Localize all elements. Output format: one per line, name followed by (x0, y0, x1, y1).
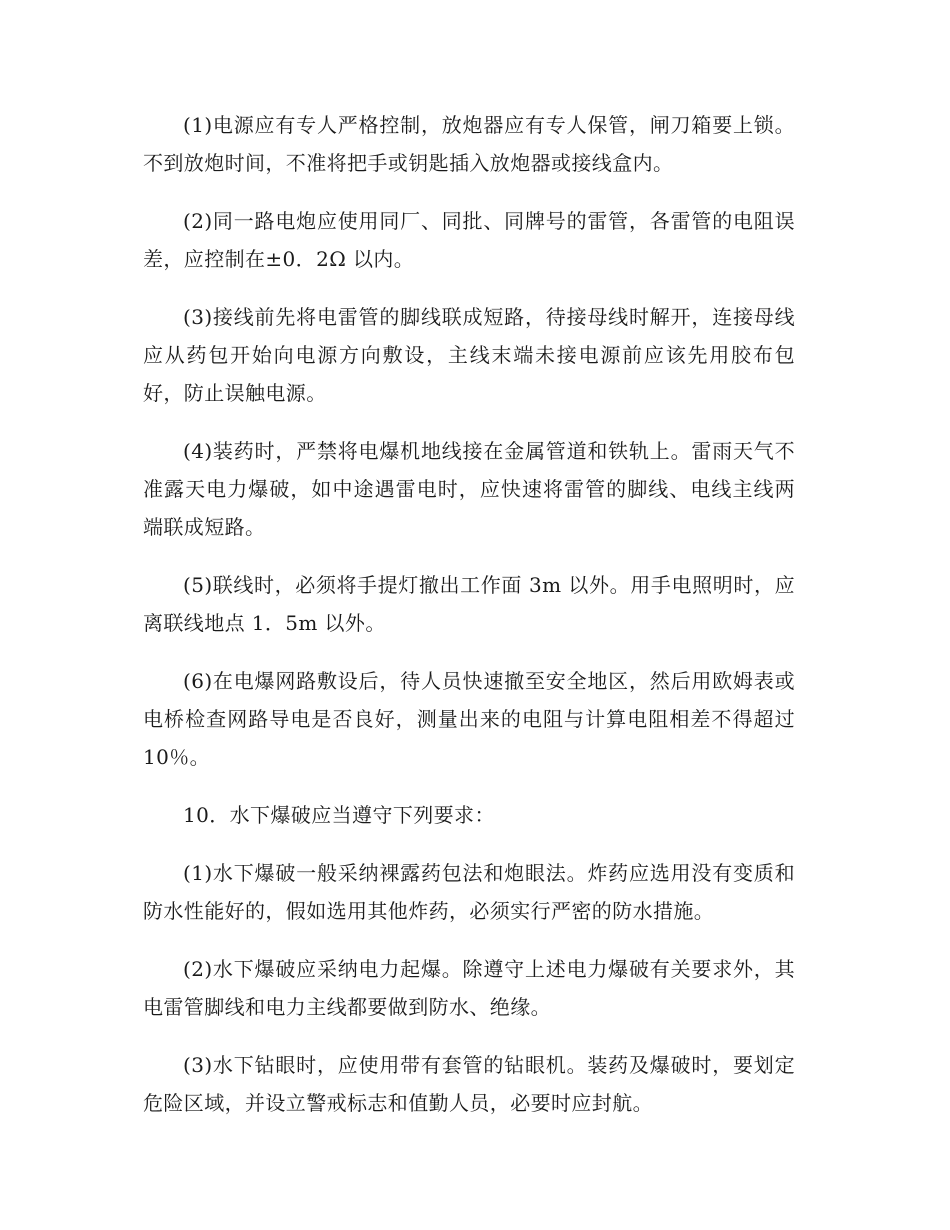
paragraph-electric-source-control: (1)电源应有专人严格控制，放炮器应有专人保管，闸刀箱要上锁。不到放炮时间，不准将把手或钥匙插入放炮器或接线盒内。 (143, 113, 795, 175)
paragraph-underwater-electric-ignition: (2)水下爆破应采纳电力起爆。除遵守上述电力爆破有关要求外，其电雷管脚线和电力主线都要做到防水、绝缘。 (143, 957, 795, 1019)
paragraph-connection-lighting: (5)联线时，必须将手提灯撤出工作面 3m 以外。用手电照明时，应离联线地点 1．5m 以外。 (143, 573, 795, 635)
paragraph-detonator-batch: (2)同一路电炮应使用同厂、同批、同牌号的雷管，各雷管的电阻误差，应控制在±0．2Ω 以内。 (143, 209, 795, 271)
paragraph-network-inspection: (6)在电爆网路敷设后，待人员快速撤至安全地区，然后用欧姆表或电桥检查网路导电是否良好，测量出来的电阻与计算电阻相差不得超过 10％。 (143, 669, 795, 769)
paragraph-charging-grounding: (4)装药时，严禁将电爆机地线接在金属管道和铁轨上。雷雨天气不准露天电力爆破，如中途遇雷电时，应快速将雷管的脚线、电线主线两端联成短路。 (143, 439, 795, 539)
paragraph-underwater-drilling: (3)水下钻眼时，应使用带有套管的钻眼机。装药及爆破时，要划定危险区域，并设立警戒标志和值勤人员，必要时应封航。 (143, 1053, 795, 1115)
section-heading-underwater-blasting: 10．水下爆破应当遵守下列要求： (183, 803, 495, 827)
document-body (143, 106, 795, 1142)
paragraph-underwater-methods: (1)水下爆破一般采纳裸露药包法和炮眼法。炸药应选用没有变质和防水性能好的，假如选用其他炸药，必须实行严密的防水措施。 (143, 861, 795, 923)
paragraph-wiring-short-circuit: (3)接线前先将电雷管的脚线联成短路，待接母线时解开，连接母线应从药包开始向电源方向敷设，主线末端未接电源前应该先用胶布包好，防止误触电源。 (143, 305, 795, 405)
